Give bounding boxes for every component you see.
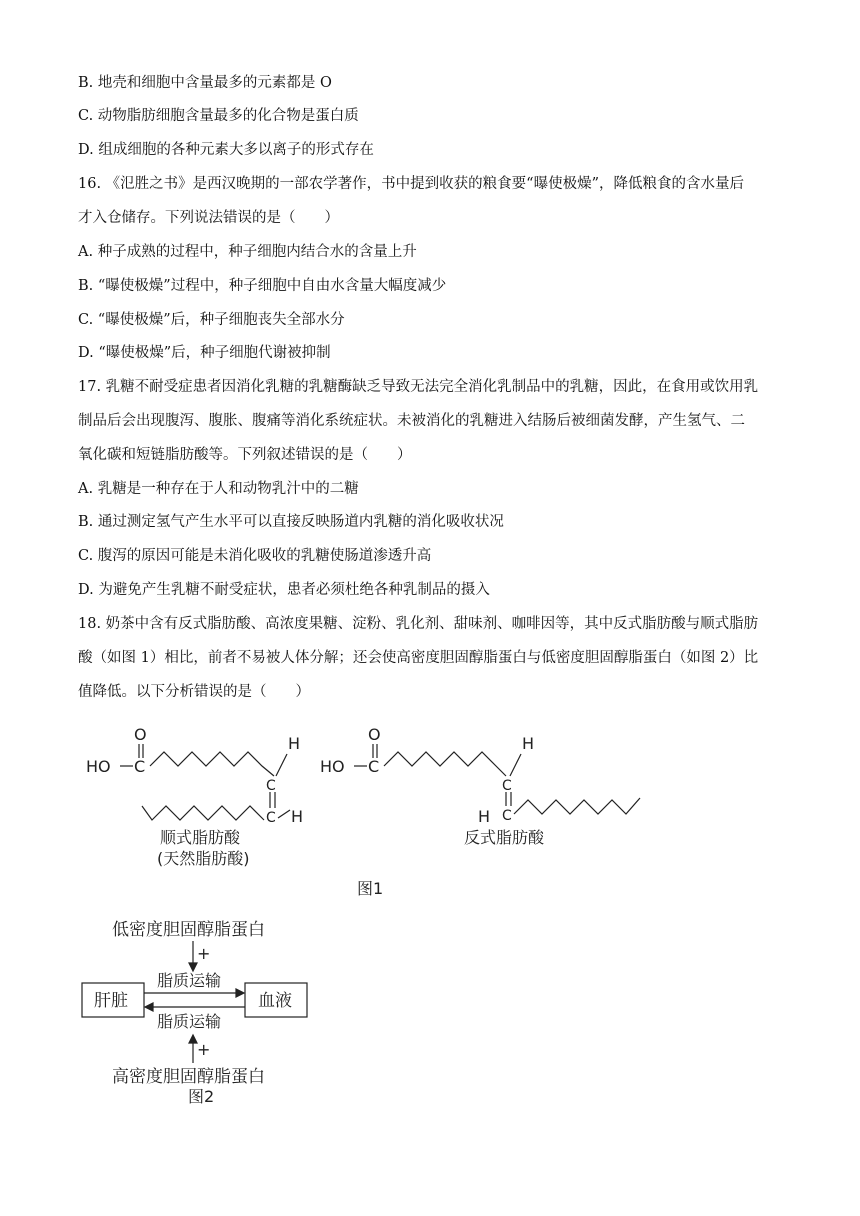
carbon-label: C [266, 778, 276, 794]
plus-sign: + [197, 1040, 211, 1059]
arrow-head [145, 1003, 153, 1011]
hydrogen-label: H [288, 734, 301, 753]
bond [278, 810, 290, 818]
ldl-label: 低密度胆固醇脂蛋白 [112, 920, 265, 940]
hdl-label: 高密度胆固醇脂蛋白 [112, 1067, 265, 1087]
carbon-chain [150, 752, 274, 776]
text-line: D. 为避免产生乳糖不耐受症状，患者必须杜绝各种乳制品的摄入 [78, 582, 490, 598]
trans-label: 反式脂肪酸 [464, 828, 545, 847]
carbon-chain [514, 798, 640, 814]
transport-label-bottom: 脂质运输 [157, 1012, 222, 1031]
oxygen-label: O [368, 725, 381, 744]
carbon-label: C [266, 810, 276, 826]
figure1-cis-fatty-acid [86, 725, 303, 868]
text-line: 17. 乳糖不耐受症患者因消化乳糖的乳糖酶缺乏导致无法完全消化乳制品中的乳糖，因此，在食用或饮用乳 [78, 379, 759, 395]
hydrogen-label: H [291, 807, 304, 826]
text-line: 18. 奶茶中含有反式脂肪酸、高浓度果糖、淀粉、乳化剂、甜味剂、咖啡因等，其中反式脂肪酸与顺式脂肪 [78, 616, 759, 632]
blood-label: 血液 [258, 991, 292, 1011]
ho-label: HO [86, 757, 111, 776]
text-line: 制品后会出现腹泻、腹胀、腹痛等消化系统症状。未被消化的乳糖进入结肠后被细菌发酵，产生氢气、二 [78, 413, 745, 429]
carbon-label: C [368, 757, 380, 776]
text-line: C. “曝使极燥”后，种子细胞丧失全部水分 [78, 312, 345, 328]
text-line: C. 动物脂肪细胞含量最多的化合物是蛋白质 [78, 108, 359, 124]
bond [276, 754, 287, 776]
text-line: D. 组成细胞的各种元素大多以离子的形式存在 [78, 142, 374, 158]
hydrogen-label: H [478, 807, 491, 826]
figure2-diagram [82, 920, 307, 1106]
figure2-caption: 图2 [188, 1087, 215, 1106]
arrow-head [189, 1035, 197, 1043]
figure1-trans-fatty-acid [320, 725, 640, 847]
text-line: B. 地壳和细胞中含量最多的元素都是 O [78, 75, 332, 91]
oxygen-label: O [134, 725, 147, 744]
bond [510, 754, 521, 776]
text-line: C. 腹泻的原因可能是未消化吸收的乳糖使肠道渗透升高 [78, 548, 432, 564]
carbon-label: C [502, 778, 512, 794]
text-line: A. 种子成熟的过程中，种子细胞内结合水的含量上升 [78, 244, 417, 260]
text-line: 酸（如图 1）相比，前者不易被人体分解；还会使高密度胆固醇脂蛋白与低密度胆固醇脂蛋白（如图 2）比 [78, 650, 759, 666]
text-line: 才入仓储存。下列说法错误的是（ ） [78, 210, 339, 226]
text-line: B. 通过测定氢气产生水平可以直接反映肠道内乳糖的消化吸收状况 [78, 514, 504, 530]
carbon-label: C [502, 808, 512, 824]
text-line: D. “曝使极燥”后，种子细胞代谢被抑制 [78, 345, 331, 361]
cis-sublabel: (天然脂肪酸) [157, 849, 250, 868]
text-line: 氧化碳和短链脂肪酸等。下列叙述错误的是（ ） [78, 447, 412, 463]
text-line: 值降低。以下分析错误的是（ ） [78, 684, 310, 700]
liver-label: 肝脏 [94, 991, 128, 1011]
text-line: A. 乳糖是一种存在于人和动物乳汁中的二糖 [78, 481, 359, 497]
text-line: 16. 《氾胜之书》是西汉晚期的一部农学著作，书中提到收获的粮食要“曝使极燥”，降低粮食的含水量后 [78, 176, 744, 192]
plus-sign: + [197, 944, 211, 963]
arrow-head [236, 989, 244, 997]
figure1-caption: 图1 [357, 879, 384, 898]
transport-label-top: 脂质运输 [157, 971, 222, 990]
carbon-chain [384, 752, 506, 776]
ho-label: HO [320, 757, 345, 776]
carbon-label: C [134, 757, 146, 776]
carbon-chain [142, 806, 264, 820]
cis-label: 顺式脂肪酸 [160, 828, 241, 847]
arrow-head [189, 963, 197, 971]
text-line: B. “曝使极燥”过程中，种子细胞中自由水含量大幅度减少 [78, 278, 447, 294]
hydrogen-label: H [522, 734, 535, 753]
